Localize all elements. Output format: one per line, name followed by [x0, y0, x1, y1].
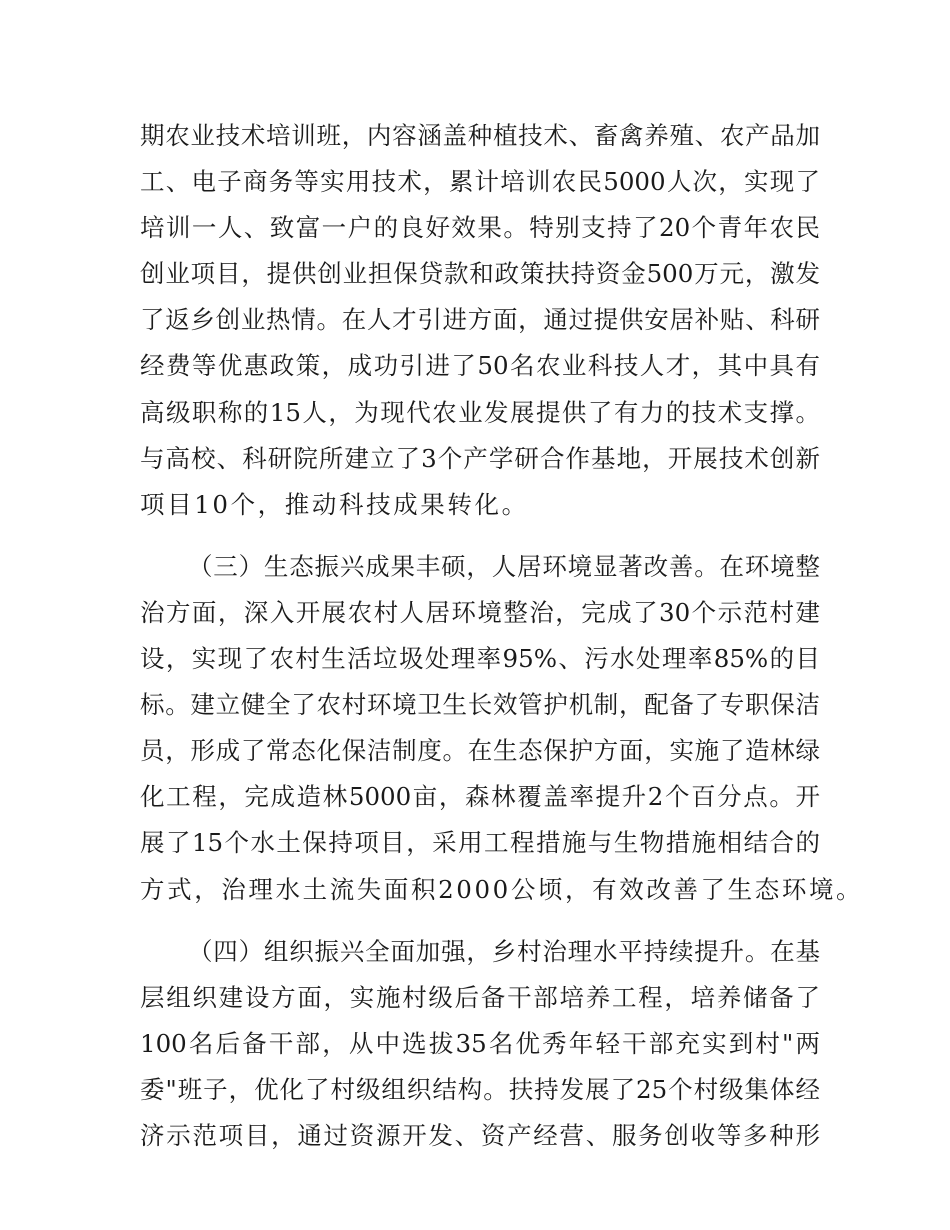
paragraph-heading-line: （四）组织振兴全面加强，乡村治理水平持续提升。在基: [188, 936, 820, 966]
text-line: 设，实现了农村生活垃圾处理率95%、污水处理率85%的目: [140, 644, 820, 674]
text-line: 层组织建设方面，实施村级后备干部培养工程，培养储备了: [140, 982, 820, 1012]
paragraph-heading-line: （三）生态振兴成果丰硕，人居环境显著改善。在环境整: [188, 551, 820, 581]
text-line: 化工程，完成造林5000亩，森林覆盖率提升2个百分点。开: [140, 782, 820, 812]
document-body: [140, 113, 864, 1159]
text-line: 了返乡创业热情。在人才引进方面，通过提供安居补贴、科研: [140, 305, 820, 335]
paragraph-spacer: [140, 528, 820, 544]
text-line: 与高校、科研院所建立了3个产学研合作基地，开展技术创新: [140, 443, 820, 473]
text-line: 标。建立健全了农村环境卫生长效管护机制，配备了专职保洁: [140, 690, 820, 720]
paragraph-organization: [140, 929, 820, 1159]
text-line: 工、电子商务等实用技术，累计培训农民5000人次，实现了: [140, 167, 820, 197]
text-line: 委"班子，优化了村级组织结构。扶持发展了25个村级集体经: [140, 1074, 820, 1104]
text-line: 高级职称的15人，为现代农业发展提供了有力的技术支撑。: [140, 397, 820, 427]
text-line: 治方面，深入开展农村人居环境整治，完成了30个示范村建: [140, 597, 820, 627]
paragraph-spacer: [140, 913, 820, 929]
text-line: 济示范项目，通过资源开发、资产经营、服务创收等多种形: [140, 1120, 820, 1150]
text-line: 经费等优惠政策，成功引进了50名农业科技人才，其中具有: [140, 351, 820, 381]
paragraph-ecology: [140, 544, 864, 913]
text-line-last: 项目10个，推动科技成果转化。: [140, 489, 529, 519]
text-line: 期农业技术培训班，内容涵盖种植技术、畜禽养殖、农产品加: [140, 121, 820, 150]
text-line: 100名后备干部，从中选拔35名优秀年轻干部充实到村"两: [140, 1028, 820, 1058]
text-line: 员，形成了常态化保洁制度。在生态保护方面，实施了造林绿: [140, 736, 820, 766]
text-line-last: 方式，治理水土流失面积2000公顷，有效改善了生态环境。: [140, 874, 864, 904]
text-line: 创业项目，提供创业担保贷款和政策扶持资金500万元，激发: [140, 259, 820, 289]
text-line: 培训一人、致富一户的良好效果。特别支持了20个青年农民: [140, 213, 820, 243]
text-line: 展了15个水土保持项目，采用工程措施与生物措施相结合的: [140, 828, 820, 858]
paragraph-talent: [140, 113, 820, 528]
